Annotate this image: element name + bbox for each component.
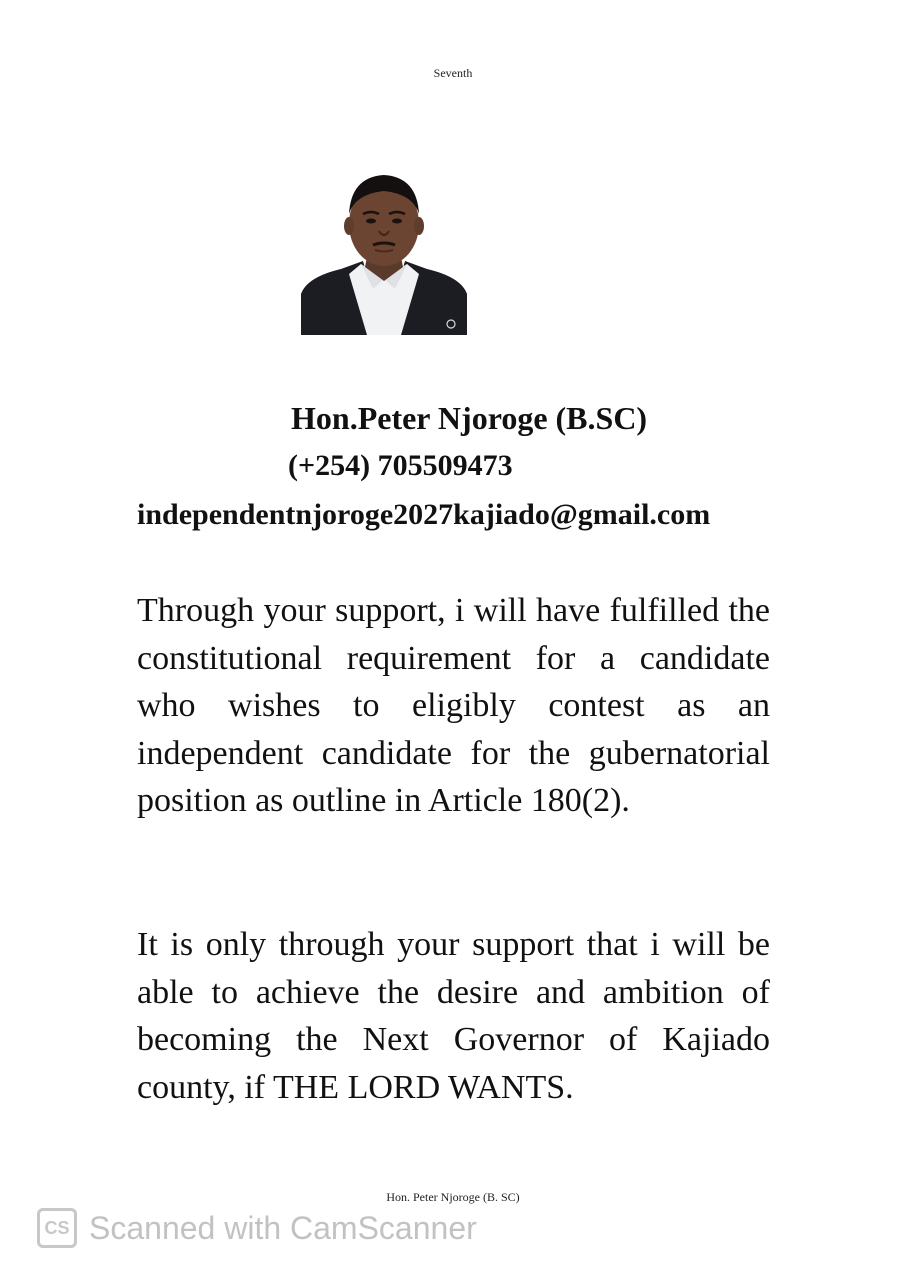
watermark-text: Scanned with CamScanner (89, 1209, 477, 1246)
candidate-portrait (301, 169, 467, 335)
paragraph-support-requirement: Through your support, i will have fulfilled the constitutional requirement for a candidate who wishes to eligibly contest as an independent candidate for the gubernatorial position as outline in Article 180(2). (137, 592, 770, 819)
candidate-phone: (+254) 705509473 (288, 449, 513, 482)
camscanner-logo-icon: CS (37, 1208, 77, 1248)
page-header: Seventh (433, 66, 473, 80)
paragraph-governor-ambition: It is only through your support that i will be able to achieve the desire and ambition of becoming the Next Governor of Kajiado county, if THE LORD WANTS. (137, 926, 770, 1106)
camscanner-watermark (37, 1206, 477, 1250)
candidate-name: Hon.Peter Njoroge (B.SC) (291, 400, 648, 436)
candidate-email: independentnjoroge2027kajiado@gmail.com (137, 498, 711, 531)
page-footer: Hon. Peter Njoroge (B. SC) (386, 1190, 520, 1204)
